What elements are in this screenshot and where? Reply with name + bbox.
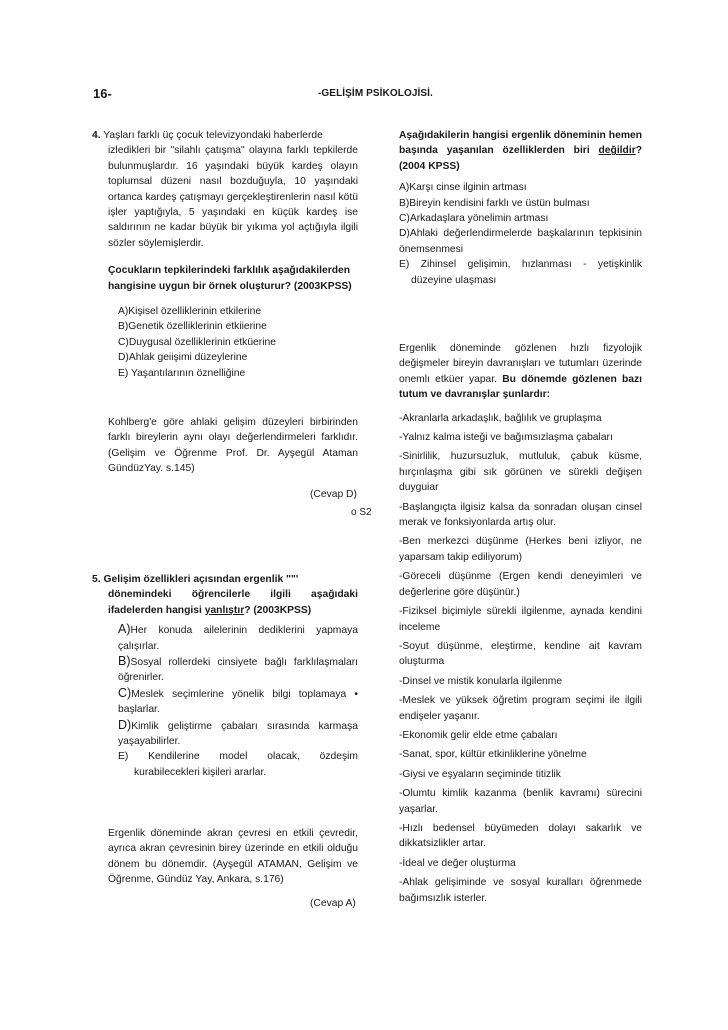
adolescence-item: -Olumtu kimlik kazanma (benlik kavramı) sürecini yaşarlar. <box>399 788 642 815</box>
question-4-option-d: D)Ahlak geiişimi düzeylerine <box>118 352 248 364</box>
question-6-option-c: C)Arkadaşlara yönelimin artması <box>399 213 549 225</box>
answer-mark: o S2 <box>351 507 372 518</box>
adolescence-item: -Yalnız kalma isteği ve bağımsızlaşma çabaları <box>399 432 613 444</box>
question-6 <box>399 128 642 288</box>
question-5-option-c: C)Meslek seçimlerine yönelik bilgi toplamaya • başlarlar. <box>118 685 358 716</box>
question-4-option-b: B)Genetik özelliklerinin etkiierine <box>118 321 267 333</box>
question-6-options <box>399 180 642 288</box>
question-6-prompt: Aşağıdakilerin hangisi ergenlik döneminin hemen başında yaşanılan özelliklerden biri değildir?(2004 KPSS) <box>399 130 642 172</box>
question-5-text: 5. Gelişim özellikleri açısından ergenlik ""' <box>92 574 299 585</box>
adolescence-item: -Akranlarla arkadaşlık, bağlılık ve gruplaşma <box>399 412 602 424</box>
question-5-options <box>92 622 358 780</box>
adolescence-item: -Giysi ve eşyaların seçiminde titizlik <box>399 768 561 780</box>
question-4-text-rest: izledikleri bir "silahlı çatışma" olayına farklı tepkilerde bulunmuşlardır. 16 yaşındaki büyük kardeş olayın toplumsal düzeni nasıl bozduğuyla, 10 yaşındaki ortanca kardeş çatışmayı gerçekleştirenlerin nasıl kötü işler yaptığıyla, 5 yaşındaki en küçük kardeş ise saldırının ne kadar büyük bir yıkıma yol açtığıyla ilgili sözler söylemişlerdir. <box>108 145 358 249</box>
page-number: 16- <box>93 86 112 101</box>
question-5-number: 5. <box>92 574 101 585</box>
question-5 <box>92 572 358 780</box>
question-4-option-c: C)Duygusal özelliklerinin etküerine <box>118 336 276 348</box>
question-4-options <box>92 304 358 381</box>
adolescence-intro: Ergenlik döneminde gözlenen hızlı fizyolojik değişmeler bireyin davranışları ve tutumları üzerinde onemlı etküer yapar. Bu dönemde gözlenen bazı tutum ve davranışlar şunlardır: <box>399 343 642 401</box>
question-5-option-e: E) Kendilerine model olacak, özdeşim kurabilecekleri kişileri ararlar. <box>118 751 358 778</box>
question-5-underlined: yanlıştır <box>204 604 245 616</box>
question-6-underlined: değildir <box>598 145 636 157</box>
adolescence-item: -Ekonomik gelir elde etme çabaları <box>399 729 558 741</box>
adolescence-item: -Dinsel ve mistik konularla ilgilenme <box>399 675 563 687</box>
adolescence-item: -Ahlak gelişiminde ve sosyal kuralları öğrenmede bağımsızlık isterler. <box>399 877 642 904</box>
adolescence-item: -Sinirlilik, huzursuzluk, mutluluk, çabuk küsme, hırçınlaşma gibi sık görünen ve sürekli değişen duyguiar <box>399 451 642 494</box>
question-4-option-a: A)Kişisel özelliklerinin etkilerine <box>118 306 262 318</box>
question-5-text-rest: dönemindeki öğrencilerle ilgili aşağıdaki ifadelerden hangisi yanlıştır? (2003KPSS) <box>108 589 358 616</box>
question-4-explanation: Kohlberg'e göre ahlaki gelişim düzeyleri birbirinden farklı bireylerin aynı olayı değerlendirmeleri farklıdır. (Gelişim ve Öğrenme Prof. Dr. Ayşegül Ataman GündüzYay. s.145) <box>108 417 358 475</box>
question-5-explanation-block <box>92 826 358 888</box>
question-6-option-e: E) Zihinsel gelişimin, hızlanması - yetişkinlik düzeyine ulaşması <box>399 259 642 286</box>
adolescence-info <box>399 341 642 910</box>
adolescence-item: -Ben merkezci düşünme (Herkes beni izliyor, ne yaparsam takip ediliyorum) <box>399 536 642 563</box>
adolescence-item: -İdeal ve değer oluşturma <box>399 857 516 869</box>
question-5-explanation: Ergenlik döneminde akran çevresi en etkili çevredir, ayrıca akran çevresinin birey üzerinde en etkili olduğu dönem bu dönemdir. (Ayşegül ATAMAN, Gelişim ve Öğrenme, Gündüz Yay, Ankara, s.176) <box>108 828 358 886</box>
adolescence-item: -Meslek ve yüksek öğretim program seçimi ile ilgili endişeler yaşanır. <box>399 695 642 722</box>
adolescence-item: -Göreceli düşünme (Ergen kendi deneyimleri ve değerlerine göre düşünür.) <box>399 571 642 598</box>
question-6-option-b: B)Bireyin kendisini farklı ve üstün bulması <box>399 197 590 209</box>
adolescence-item: -Sanat, spor, kültür etkinliklerine yönelme <box>399 749 587 761</box>
question-5-option-a: A)Her konuda ailelerinin dediklerini yapmaya çalışırlar. <box>118 622 358 652</box>
question-4-number: 4. <box>92 130 101 141</box>
adolescence-item: -Fiziksel biçimiyle sürekli ilgilenme, aynada kendini inceleme <box>399 606 642 633</box>
question-5-answer: (Cevap A) <box>310 898 356 909</box>
adolescence-item: -Hızlı bedensel büyümeden dolayı sakarlık ve dikkatsizlikler artar. <box>399 822 642 850</box>
page-title: -GELİŞİM PSİKOLOJİSİ. <box>318 88 433 99</box>
adolescence-item: -Başlangıçta ilgisiz kalsa da sonradan oluşan cinsel merak ve fonksiyonlarda artış olur. <box>399 501 642 529</box>
question-4-option-e: E) Yaşantılarının öznelliğine <box>118 367 246 379</box>
question-4 <box>92 128 358 381</box>
question-5-option-d: D)Kimlik geliştirme çabaları sırasında karmaşa yaşayabilirler. <box>118 717 358 748</box>
question-4-answer: (Cevap D) <box>310 489 357 500</box>
question-5-option-b: B)Sosyal rollerdeki cinsiyete bağlı farklılaşmaları öğrenirler. <box>118 654 358 684</box>
adolescence-item: -Soyut düşünme, eleştirme, kendine ait kavram oluşturma <box>399 640 642 668</box>
question-6-option-d: D)Ahlaki değerlendirmelerde başkalarının tepkisinin önemsenmesi <box>399 228 642 255</box>
question-4-text: 4. Yaşları farklı üç çocuk televizyondaki haberlerde <box>92 130 323 141</box>
question-4-prompt: Çocukların tepkilerindeki farklılık aşağıdakilerden hangisine uygun bir örnek oluşturur? (2003KPSS) <box>108 265 352 292</box>
question-6-option-a: A)Karşı cinse ilginin artması <box>399 182 527 194</box>
question-4-explanation-block <box>92 415 358 477</box>
